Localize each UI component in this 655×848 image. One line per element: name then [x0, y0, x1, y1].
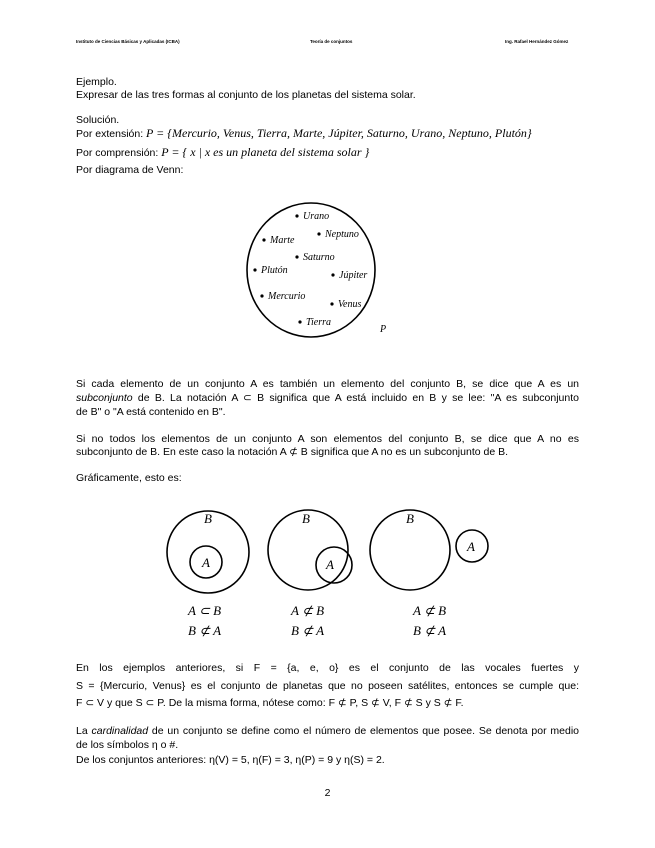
subset-paragraph-line1: Si cada elemento de un conjunto A es también un elemento del conjunto B, se dice que A es un — [76, 378, 579, 390]
planet-marte — [262, 235, 295, 246]
relation-1: A ⊄ B — [413, 603, 447, 618]
subset-diagrams — [150, 495, 510, 645]
comprehension-label: Por comprensión: — [76, 147, 159, 159]
svg-text:Venus: Venus — [338, 299, 362, 310]
planet-mercurio — [260, 291, 305, 302]
diagram-overlap — [268, 510, 352, 638]
relation-2: B ⊄ A — [188, 623, 222, 638]
planet-saturno — [295, 252, 334, 263]
svg-text:Júpiter: Júpiter — [339, 270, 368, 281]
relation-2: B ⊄ A — [291, 623, 325, 638]
diagram-subset — [167, 511, 249, 638]
example-statement: Expresar de las tres formas al conjunto de los planetas del sistema solar. — [76, 89, 416, 101]
set-b-label: B — [302, 511, 310, 526]
nonsubset-paragraph-line1: Si no todos los elementos de un conjunto A son elementos del conjunto B, se dice que A no es — [76, 433, 579, 445]
planet-venus — [330, 299, 361, 310]
examples-line1: En los ejemplos anteriores, si F = {a, e, o} es el conjunto de las vocales fuertes y — [76, 662, 579, 674]
svg-text:Saturno: Saturno — [303, 252, 335, 263]
diagram-disjoint — [370, 510, 488, 638]
set-b-label: B — [406, 511, 414, 526]
examples-line3: F ⊂ V y que S ⊂ P. De la misma forma, nótese como: F ⊄ P, S ⊄ V, F ⊄ S y S ⊄ F. — [76, 697, 464, 709]
comprehension-line — [76, 146, 369, 160]
header-center: Teoría de conjuntos — [310, 39, 353, 44]
cardinality-line1: La cardinalidad de un conjunto se define como el número de elementos que posee. Se denota por medio — [76, 725, 579, 737]
planet-neptuno — [317, 229, 358, 240]
set-a-label: A — [326, 557, 334, 572]
header-left: Instituto de Ciencias Básicas y Aplicadas (ICBA) — [76, 39, 180, 44]
page-number: 2 — [324, 787, 331, 799]
extension-expression: P = {Mercurio, Venus, Tierra, Marte, Júpiter, Saturno, Urano, Neptuno, Plutón} — [146, 126, 532, 140]
planets-venn-diagram — [240, 200, 410, 350]
svg-text:Neptuno: Neptuno — [325, 229, 359, 240]
cardinality-line3: De los conjuntos anteriores: η(V) = 5, η(F) = 3, η(P) = 9 y η(S) = 2. — [76, 754, 385, 766]
nonsubset-paragraph-line2: subconjunto de B. En este caso la notación A ⊄ B significa que A no es un subconjunto de B. — [76, 446, 509, 458]
subset-paragraph-line2: subconjunto de B. La notación A ⊂ B significa que A está incluido en B y se lee: "A es subconjunto — [76, 392, 579, 404]
set-b-label: B — [204, 511, 212, 526]
svg-text:Plutón: Plutón — [261, 265, 288, 276]
planet-urano — [295, 211, 329, 222]
svg-text:Marte: Marte — [270, 235, 295, 246]
planet-jupiter — [331, 270, 367, 281]
graphically-label: Gráficamente, esto es: — [76, 472, 182, 484]
svg-text:Tierra: Tierra — [306, 317, 332, 328]
relation-2: B ⊄ A — [413, 623, 447, 638]
cardinality-line2: de los símbolos η o #. — [76, 739, 179, 751]
venn-set-label: P — [380, 324, 387, 335]
extension-line — [76, 127, 532, 141]
planet-pluton — [253, 265, 287, 276]
examples-line2: S = {Mercurio, Venus} es el conjunto de planetas que no poseen satélites, entonces se cumple que: — [76, 680, 579, 692]
relation-1: A ⊄ B — [291, 603, 325, 618]
example-heading: Ejemplo. — [76, 76, 117, 88]
svg-text:Urano: Urano — [303, 211, 330, 222]
solution-heading: Solución. — [76, 114, 120, 126]
relation-1: A ⊂ B — [188, 603, 222, 618]
svg-text:Mercurio: Mercurio — [268, 291, 306, 302]
set-a-label: A — [202, 555, 210, 570]
venn-label: Por diagrama de Venn: — [76, 164, 184, 176]
planet-tierra — [298, 317, 331, 328]
header-right: Ing. Rafael Hernández Gómez — [505, 39, 569, 44]
subset-paragraph-line3: de B" o "A está contenido en B". — [76, 406, 226, 418]
comprehension-expression: P = { x | x es un planeta del sistema solar } — [161, 145, 370, 159]
set-a-circle — [316, 547, 352, 583]
set-a-label: A — [467, 539, 475, 554]
extension-label: Por extensión: — [76, 128, 144, 140]
